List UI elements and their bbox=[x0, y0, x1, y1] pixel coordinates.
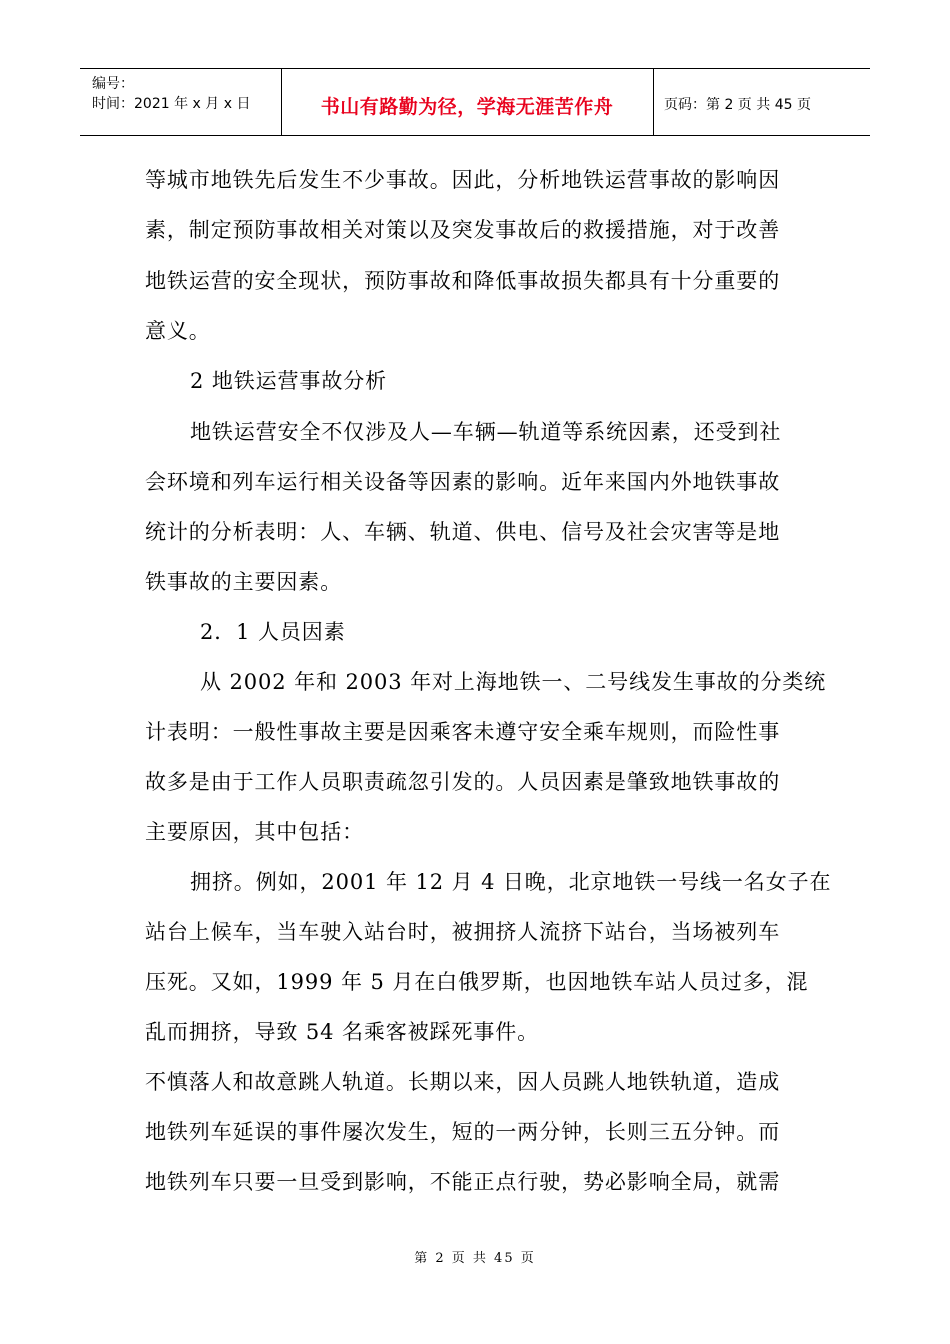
body-line: 不慎落人和故意跳人轨道。长期以来，因人员跳人地铁轨道，造成 bbox=[145, 1070, 781, 1094]
body-line: 站台上候车，当车驶入站台时，被拥挤人流挤下站台，当场被列车 bbox=[145, 920, 781, 944]
section-heading: 2 地铁运营事故分析 bbox=[190, 369, 388, 393]
body-line: 地铁运营的安全现状，预防事故和降低事故损失都具有十分重要的 bbox=[145, 269, 781, 293]
body-line: 会环境和列车运行相关设备等因素的影响。近年来国内外地铁事故 bbox=[145, 470, 781, 494]
document-header bbox=[80, 68, 870, 136]
body-line: 主要原因，其中包括： bbox=[145, 820, 364, 844]
header-right-cell bbox=[654, 69, 870, 135]
body-line: 拥挤。例如，2001 年 12 月 4 日晚，北京地铁一号线一名女子在 bbox=[190, 870, 832, 894]
header-middle-cell bbox=[281, 69, 654, 135]
body-line: 素，制定预防事故相关对策以及突发事故后的救援措施，对于改善 bbox=[145, 218, 781, 242]
body-line: 计表明：一般性事故主要是因乘客未遵守安全乘车规则，而险性事 bbox=[145, 720, 781, 744]
body-line: 地铁列车延误的事件屡次发生，短的一两分钟，长则三五分钟。而 bbox=[145, 1120, 781, 1144]
body-line: 等城市地铁先后发生不少事故。因此，分析地铁运营事故的影响因 bbox=[145, 168, 781, 192]
header-left-cell bbox=[80, 69, 282, 135]
body-line: 地铁运营安全不仅涉及人—车辆—轨道等系统因素，还受到社 bbox=[190, 420, 782, 444]
body-line: 压死。又如，1999 年 5 月在白俄罗斯，也因地铁车站人员过多，混 bbox=[145, 970, 809, 994]
header-page-info: 页码：第 2 页 共 45 页 bbox=[664, 97, 811, 113]
body-line: 从 2002 年和 2003 年对上海地铁一、二号线发生事故的分类统 bbox=[200, 670, 827, 694]
date-label: 时间：2021 年 x 月 x 日 bbox=[92, 96, 251, 112]
page-footer: 第 2 页 共 45 页 bbox=[414, 1251, 536, 1266]
body-line: 意义。 bbox=[145, 319, 211, 343]
body-line: 故多是由于工作人员职责疏忽引发的。人员因素是肇致地铁事故的 bbox=[145, 770, 781, 794]
body-line: 铁事故的主要因素。 bbox=[145, 570, 343, 594]
body-line: 地铁列车只要一旦受到影响，不能正点行驶，势必影响全局，就需 bbox=[145, 1170, 781, 1194]
subsection-heading: 2．1 人员因素 bbox=[200, 620, 346, 644]
body-line: 统计的分析表明：人、车辆、轨道、供电、信号及社会灾害等是地 bbox=[145, 520, 781, 544]
motto-text: 书山有路勤为径，学海无涯苦作舟 bbox=[320, 96, 614, 118]
body-line: 乱而拥挤，导致 54 名乘客被踩死事件。 bbox=[145, 1020, 540, 1044]
serial-number-label: 编号： bbox=[92, 76, 134, 92]
